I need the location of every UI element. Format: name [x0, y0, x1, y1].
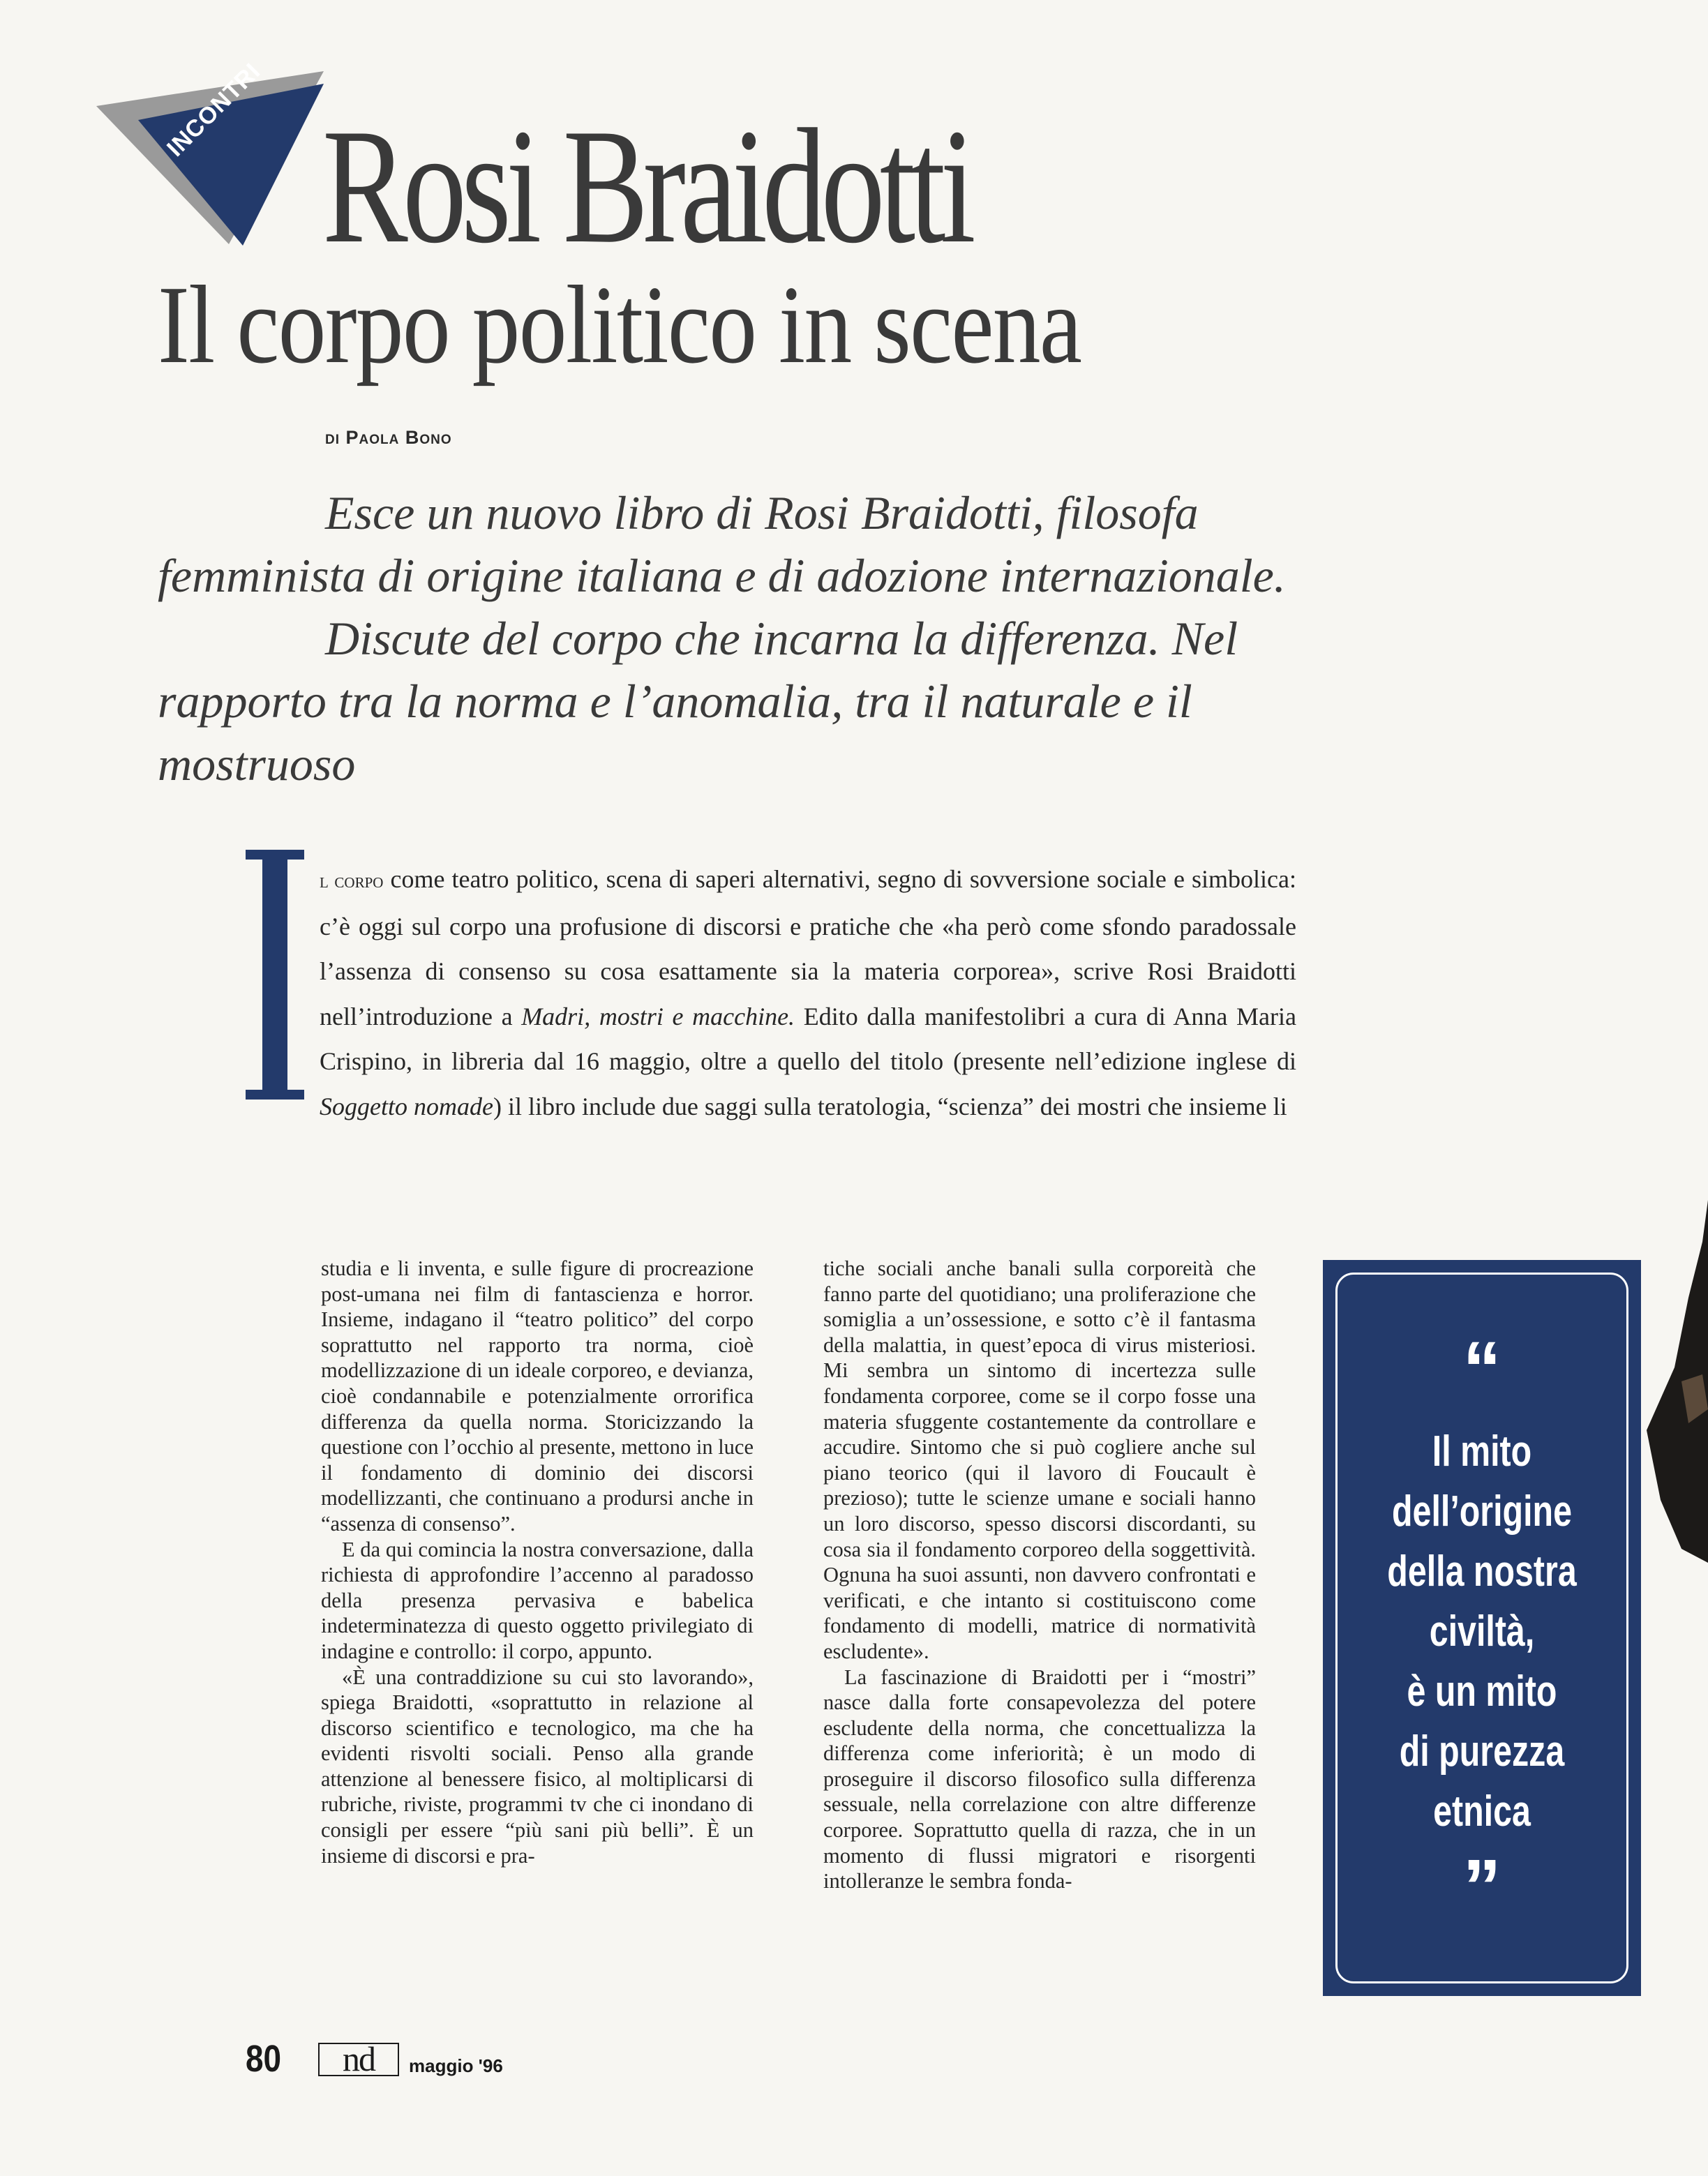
body-column-2 — [823, 1256, 1256, 1894]
dropcap-letter-graphic — [246, 850, 304, 1100]
article-subtitle: Il corpo politico in scena — [158, 262, 1081, 387]
section-kicker-label: INCONTRI — [162, 58, 266, 162]
pull-quote-line: etnica — [1433, 1787, 1531, 1836]
book-title: Madri, mostri e macchine. — [521, 1002, 795, 1030]
intro-text-3: ) il libro include due saggi sulla teratologia, “scienza” dei mostri che insieme li — [493, 1092, 1287, 1120]
close-quote-icon: ” — [1462, 1843, 1501, 1930]
pull-quote-line: di purezza — [1399, 1727, 1565, 1776]
col2-paragraph: La fascinazione di Braidotti per i “mostri” nasce dalla forte consapevolezza del potere escludente della norma, che concettualizza la differenza come inferiorità; è un modo di proseguire il discorso filosofico sulla differenza sessuale, nella correlazione con altre differenze corporee. Soprattutto quella di razza, che in un momento di flussi migratori e risorgenti intolleranze le sembra fonda- — [823, 1665, 1256, 1893]
english-title: Soggetto nomade — [320, 1092, 493, 1120]
byline: di Paola Bono — [325, 427, 452, 448]
photo-fragment-graphic — [1633, 1200, 1708, 1563]
pull-quote — [1323, 1260, 1641, 1996]
body-column-1 — [321, 1256, 754, 1868]
magazine-logo: nd — [318, 2043, 399, 2076]
col1-paragraph: E da qui comincia la nostra conversazione, dalla richiesta di approfondire l’accenno al paradosso della presenza pervasiva e babelica indeterminatezza di questo oggetto privilegiato di indagine e controllo: il corpo, appunto. — [321, 1537, 754, 1663]
col2-paragraph: tiche sociali anche banali sulla corporeità che fanno parte del quotidiano; una proliferazione che somiglia a un’ossessione, e sotto c’è il fantasma della malattia, in quest’epoca di virus misteriosi. Mi sembra un sintomo di incertezza sulle fondamenta corporee, come se il corpo fosse una materia sfuggente costantemente da controllare e accudire. Sintomo che si può cogliere anche sul piano teorico (qui il lavoro di Foucault è prezioso); tutte le scienze umane e sociali hanno un loro discorso, spesso discorsi discordanti, su cosa sia il fondamento corporeo della soggettività. Ognuna ha suoi assunti, non davvero confrontati e verificati, e che intanto si costituiscono come fondamento di modelli, matrice di normatività escludente». — [823, 1256, 1256, 1663]
pull-quote-line: è un mito — [1407, 1667, 1557, 1716]
col1-paragraph: studia e li inventa, e sulle figure di procreazione post-umana nei film di fantascienza e horror. Insieme, indagano il “teatro politico” del corpo soprattutto nel rapporto tra norma, cioè modellizzazione di un ideale corporeo, e devianza, cioè condannabile e potenzialmente orrorifica differenza da quella norma. Storicizzando la questione con l’occhio al presente, mettono in luce il fondamento di dominio dei discorsi modellizzanti, che continuano a prodursi anche in “assenza di consenso”. — [321, 1256, 754, 1536]
dropcap — [246, 850, 304, 1100]
intro-text-1: come teatro politico, scena di saperi alternativi, segno di sovversione sociale e simbolica: c’è oggi sul corpo una profusione di discorsi e pratiche che «ha però come sfondo paradossale l’assenza di consenso su cosa esattamente sia la materia corporea», scrive Rosi Braidotti nell’introduzione a — [320, 865, 1297, 1030]
pull-quote-line: Il mito — [1432, 1427, 1532, 1476]
article-title: Rosi Braidotti — [322, 96, 971, 278]
intro-paragraph — [320, 857, 1296, 1129]
pull-quote-frame — [1335, 1273, 1628, 1983]
pull-quote-line: dell’origine — [1392, 1487, 1572, 1536]
lead-line-1: Esce un nuovo libro di Rosi Braidotti, filosofa femminista di origine italiana e di adozione internazionale. — [158, 486, 1286, 602]
photo-fragment — [1633, 1200, 1708, 1563]
issue-date: maggio '96 — [409, 2055, 503, 2076]
page-number: 80 — [246, 2038, 282, 2080]
pull-quote-line: civiltà, — [1429, 1607, 1535, 1656]
intro-smallcaps: l corpo — [320, 869, 384, 892]
pull-quote-text — [1387, 1422, 1576, 1842]
lead-paragraph — [158, 481, 1358, 795]
intro-text-2: Edito dalla manifestolibri a cura di Anna Maria Crispino, in libreria dal 16 maggio, oltre a quello del titolo (presente nell’edizione inglese di — [320, 1002, 1296, 1075]
open-quote-icon: “ — [1462, 1326, 1501, 1412]
pull-quote-line: della nostra — [1387, 1547, 1577, 1596]
lead-line-2: Discute del corpo che incarna la differenza. Nel rapporto tra la norma e l’anomalia, tra il naturale e il mostruoso — [158, 612, 1238, 790]
col1-paragraph: «È una contraddizione su cui sto lavorando», spiega Braidotti, «soprattutto in relazione al discorso scientifico e tecnologico, ma che ha evidenti risvolti sociali. Penso alla grande attenzione al benessere fisico, al moltiplicarsi di rubriche, riviste, programmi tv che ci inondano di consigli per essere “più sani più belli”. È un insieme di discorsi e pra- — [321, 1665, 754, 1868]
